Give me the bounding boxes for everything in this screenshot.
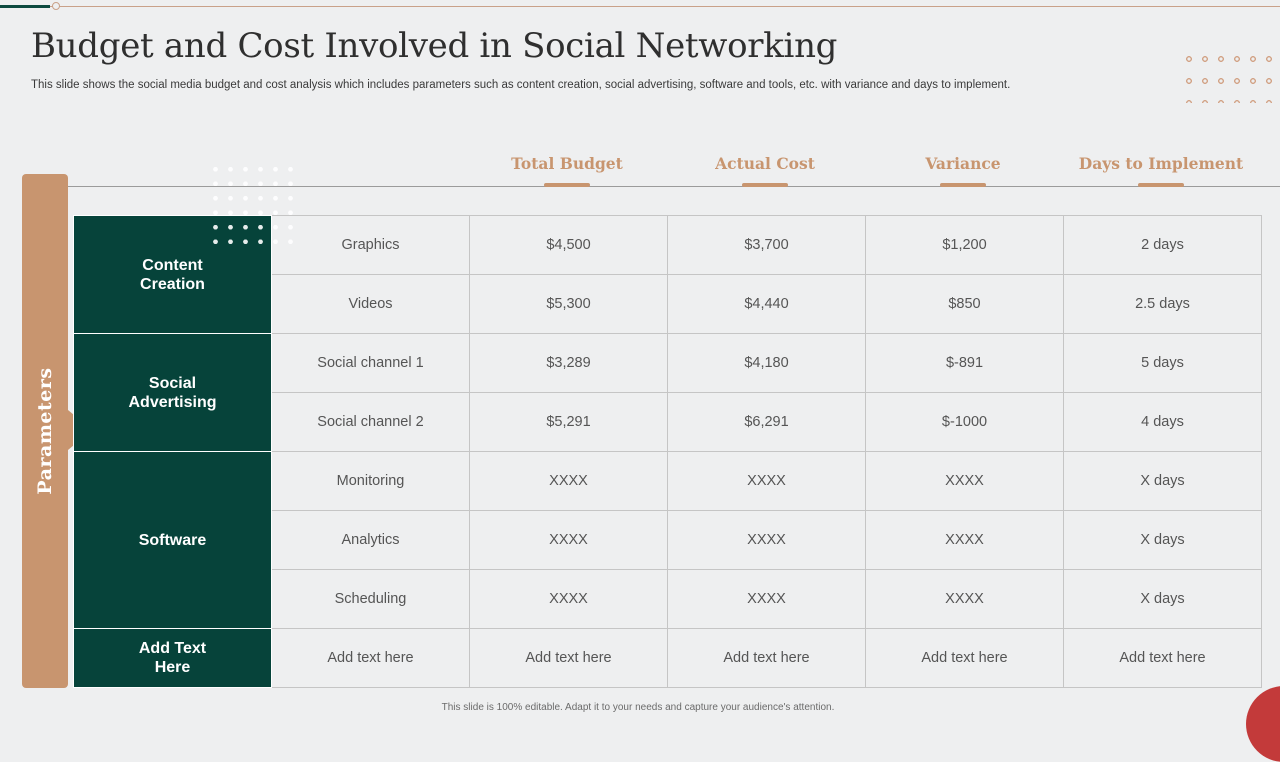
table-row bbox=[74, 452, 1262, 511]
parameters-label: Parameters bbox=[34, 367, 56, 495]
decorative-dot-grid-top-right bbox=[1181, 48, 1280, 103]
total-budget-cell: XXXX bbox=[470, 511, 668, 570]
column-header-actual-cost bbox=[666, 154, 864, 173]
column-header-days-to-implement bbox=[1062, 154, 1260, 173]
column-header-variance bbox=[864, 154, 1062, 173]
variance-cell: XXXX bbox=[866, 511, 1064, 570]
item-cell: Add text here bbox=[272, 629, 470, 688]
days-cell: 2.5 days bbox=[1064, 275, 1262, 334]
total-budget-cell: XXXX bbox=[470, 452, 668, 511]
column-header-total-budget bbox=[468, 154, 666, 173]
actual-cost-cell: XXXX bbox=[668, 570, 866, 629]
page-title: Budget and Cost Involved in Social Networking bbox=[31, 26, 838, 66]
days-cell: 2 days bbox=[1064, 216, 1262, 275]
actual-cost-cell: Add text here bbox=[668, 629, 866, 688]
variance-cell: $-1000 bbox=[866, 393, 1064, 452]
column-header-label: Total Budget bbox=[511, 154, 623, 173]
column-header-label: Days to Implement bbox=[1078, 154, 1244, 173]
corner-decoration bbox=[1246, 686, 1280, 762]
budget-table bbox=[73, 215, 1262, 688]
actual-cost-cell: $4,440 bbox=[668, 275, 866, 334]
variance-cell: XXXX bbox=[866, 452, 1064, 511]
variance-cell: $-891 bbox=[866, 334, 1064, 393]
actual-cost-cell: XXXX bbox=[668, 511, 866, 570]
column-header-underline bbox=[940, 183, 986, 187]
variance-cell: Add text here bbox=[866, 629, 1064, 688]
table-row bbox=[74, 334, 1262, 393]
item-cell: Scheduling bbox=[272, 570, 470, 629]
actual-cost-cell: $4,180 bbox=[668, 334, 866, 393]
column-header-label: Actual Cost bbox=[715, 154, 815, 173]
days-cell: X days bbox=[1064, 511, 1262, 570]
top-rule-accent bbox=[0, 5, 50, 8]
column-header-underline bbox=[742, 183, 788, 187]
item-cell: Social channel 1 bbox=[272, 334, 470, 393]
item-cell: Social channel 2 bbox=[272, 393, 470, 452]
column-header-label: Variance bbox=[925, 154, 1001, 173]
variance-cell: $850 bbox=[866, 275, 1064, 334]
item-cell: Videos bbox=[272, 275, 470, 334]
item-cell: Monitoring bbox=[272, 452, 470, 511]
days-cell: 5 days bbox=[1064, 334, 1262, 393]
actual-cost-cell: XXXX bbox=[668, 452, 866, 511]
variance-cell: $1,200 bbox=[866, 216, 1064, 275]
category-label: Content Creation bbox=[140, 256, 205, 293]
total-budget-cell: $5,291 bbox=[470, 393, 668, 452]
footer-note: This slide is 100% editable. Adapt it to your needs and capture your audience's attention. bbox=[441, 702, 835, 713]
item-cell: Graphics bbox=[272, 216, 470, 275]
actual-cost-cell: $3,700 bbox=[668, 216, 866, 275]
category-label: Social Advertising bbox=[128, 374, 217, 411]
total-budget-cell: $5,300 bbox=[470, 275, 668, 334]
days-cell: 4 days bbox=[1064, 393, 1262, 452]
category-cell bbox=[74, 629, 272, 688]
category-cell bbox=[74, 334, 272, 452]
total-budget-cell: $4,500 bbox=[470, 216, 668, 275]
top-rule bbox=[0, 6, 1280, 7]
column-header-underline bbox=[1138, 183, 1184, 187]
page-subtitle: This slide shows the social media budget and cost analysis which includes parameters such as content creation, social advertising, software and tools, etc. with variance and days to implement. bbox=[31, 79, 1011, 91]
total-budget-cell: XXXX bbox=[470, 570, 668, 629]
table-row bbox=[74, 629, 1262, 688]
category-label: Add Text Here bbox=[138, 640, 207, 676]
actual-cost-cell: $6,291 bbox=[668, 393, 866, 452]
category-label: Software bbox=[138, 531, 207, 549]
days-cell: X days bbox=[1064, 452, 1262, 511]
total-budget-cell: $3,289 bbox=[470, 334, 668, 393]
category-cell bbox=[74, 452, 272, 629]
decorative-dot-grid bbox=[208, 162, 298, 246]
column-header-underline bbox=[544, 183, 590, 187]
days-cell: Add text here bbox=[1064, 629, 1262, 688]
top-rule-dot bbox=[52, 2, 60, 10]
total-budget-cell: Add text here bbox=[470, 629, 668, 688]
item-cell: Analytics bbox=[272, 511, 470, 570]
days-cell: X days bbox=[1064, 570, 1262, 629]
variance-cell: XXXX bbox=[866, 570, 1064, 629]
